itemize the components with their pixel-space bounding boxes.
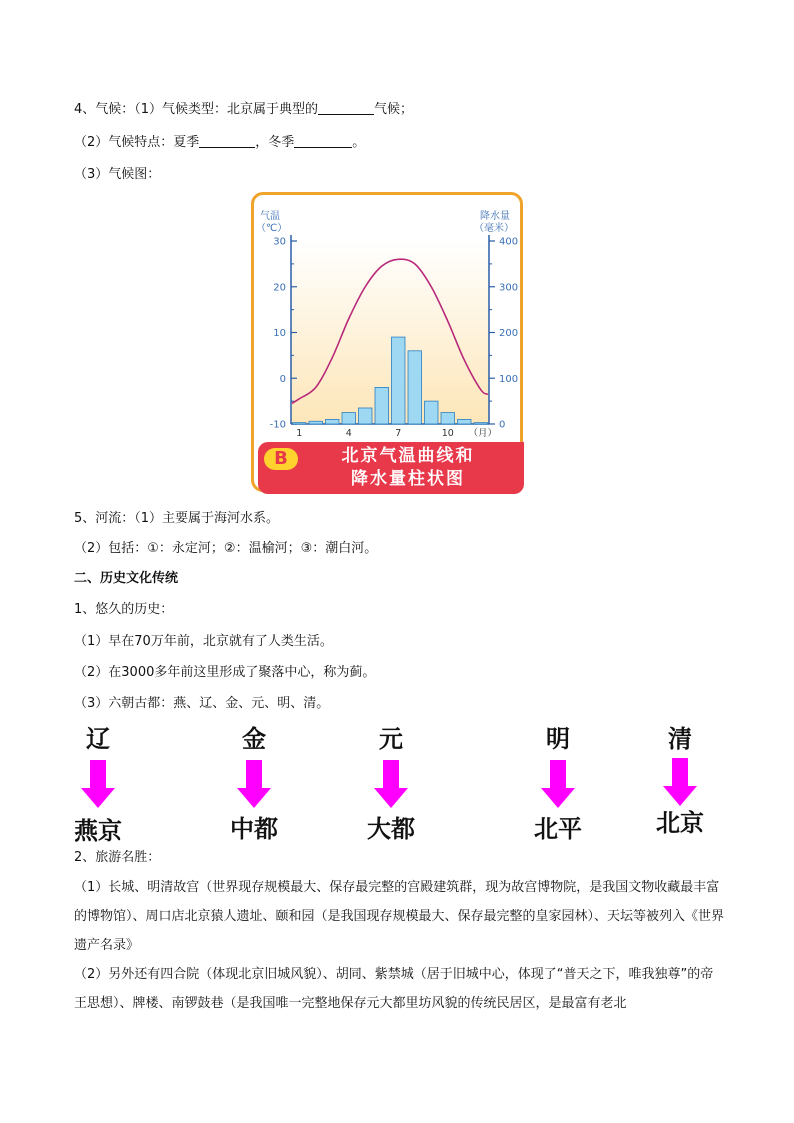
dynasty-capital: 北平 (534, 815, 582, 843)
caption-line-2: 降水量柱状图 (351, 469, 465, 489)
tourism-p1: （1）长城、明清故宫（世界现存规模最大、保存最完整的宫殿建筑群，现为故宫博物院，是我国文物收藏最丰富的博物馆）、周口店北京猿人遗址、颐和园（是我国现存规模最大、保存最完整的皇家园林）、天坛等被列入《世界遗产名录》 (74, 880, 725, 953)
history-p3: （3）六朝古都：燕、辽、金、元、明、清。 (74, 696, 330, 711)
down-arrow-icon (237, 760, 271, 810)
left-tick-label: 30 (273, 236, 286, 248)
dynasty-yuan (341, 724, 441, 844)
dynasty-jin (204, 724, 304, 844)
climate-type-text: 4、气候：（1）气候类型：北京属于典型的 (74, 102, 319, 117)
history-p2: （2）在3000多年前这里形成了聚落中心，称为蓟。 (74, 665, 376, 680)
section-title-history: 二、历史文化传统 (74, 571, 179, 586)
climate-type-blank[interactable] (318, 101, 374, 115)
summer-blank[interactable] (199, 134, 255, 148)
right-tick-label: 0 (499, 419, 506, 431)
dynasty-capital: 大都 (367, 815, 415, 843)
precipitation-bar (309, 421, 323, 424)
x-tick-label: 1 (296, 428, 303, 439)
dynasty-qing (630, 724, 730, 838)
dynasty-name: 元 (379, 725, 403, 753)
down-arrow-icon (663, 758, 697, 808)
precipitation-bar (326, 419, 340, 424)
left-tick-label: 0 (279, 373, 286, 385)
precipitation-bar (293, 423, 307, 424)
history-sub-1: 1、悠久的历史： (74, 602, 174, 617)
chart-caption (258, 442, 524, 494)
right-tick-label: 100 (499, 373, 519, 385)
climate-features (74, 134, 365, 152)
climate-features-mid: ，冬季 (255, 135, 295, 150)
left-tick-label: 20 (273, 282, 286, 294)
winter-blank[interactable] (294, 134, 352, 148)
left-axis-label-1: 气温 (260, 211, 280, 222)
rivers-line-2: （2）包括：①：永定河；②：温榆河；③：潮白河。 (74, 541, 378, 556)
precipitation-bar (408, 351, 422, 424)
dynasty-liao (48, 724, 148, 846)
precipitation-bar (359, 408, 373, 424)
left-axis-label-2: （℃） (256, 223, 288, 234)
precipitation-bar (342, 413, 356, 424)
precipitation-bar (392, 337, 406, 424)
dynasty-name: 清 (668, 725, 692, 753)
precipitation-bar (458, 419, 472, 424)
rivers-line-1: 5、河流：（1）主要属于海河水系。 (74, 511, 280, 526)
caption-line-1: 北京气温曲线和 (341, 446, 475, 466)
tourism-p2: （2）另外还有四合院（体现北京旧城风貌）、胡同、紫禁城（居于旧城中心，体现了“普天之下，唯我独尊”的帝王思想）、牌楼、南锣鼓巷（是我国唯一完整地保存元大都里坊风貌的传统民居区，是最富有老北 (74, 967, 714, 1011)
history-p1: （1）早在70万年前，北京就有了人类生活。 (74, 634, 333, 649)
down-arrow-icon (541, 760, 575, 810)
climate-features-end: 。 (352, 135, 366, 150)
precipitation-bar (375, 387, 389, 424)
climate-type-end: 气候； (374, 102, 414, 117)
right-tick-label: 200 (499, 328, 519, 339)
x-unit-label: （月） (468, 428, 498, 439)
dynasty-name: 辽 (86, 725, 110, 753)
precipitation-bar (441, 413, 455, 424)
right-tick-label: 400 (499, 236, 519, 248)
climate-chart-label: （3）气候图： (74, 167, 161, 182)
climate-features-text: （2）气候特点：夏季 (74, 135, 200, 150)
dynasty-capital: 北京 (656, 809, 704, 837)
precipitation-bar (425, 401, 439, 424)
right-tick-label: 300 (499, 282, 519, 294)
dynasty-ming (508, 724, 608, 844)
dynasty-capital: 中都 (230, 815, 278, 843)
left-tick-label: 10 (273, 328, 286, 339)
x-tick-label: 10 (441, 428, 454, 439)
x-tick-label: 7 (395, 428, 402, 439)
precipitation-bar (474, 423, 488, 424)
right-axis-label-1: 降水量 (480, 211, 510, 222)
right-axis-label-2: （毫米） (474, 223, 514, 234)
down-arrow-icon (374, 760, 408, 810)
caption-badge: B (264, 448, 298, 470)
dynasty-capital: 燕京 (74, 817, 122, 845)
dynasty-name: 金 (242, 725, 266, 753)
dynasty-name: 明 (546, 725, 570, 753)
plot-background (291, 241, 489, 424)
tourism-sub-2: 2、旅游名胜： (74, 850, 161, 865)
climate-heading (74, 101, 413, 119)
left-tick-label: -10 (269, 419, 286, 431)
x-tick-label: 4 (345, 428, 352, 439)
down-arrow-icon (81, 760, 115, 810)
